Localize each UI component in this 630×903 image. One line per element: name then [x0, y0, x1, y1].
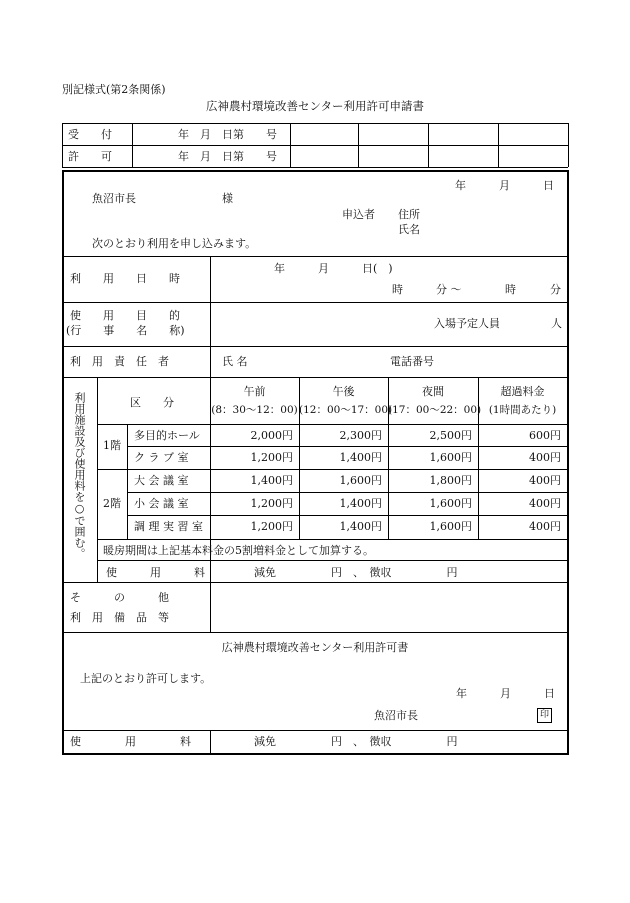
fee-cell: 1,600円: [429, 497, 472, 510]
fee-cell: 400円: [529, 497, 561, 510]
fee-cell: 1,600円: [429, 520, 472, 533]
fee-label: 使 用 料: [106, 566, 205, 579]
fee-cell: 2,500円: [429, 429, 472, 442]
usage-date-label: [70, 273, 204, 284]
document-title: 広神農村環境改善センター利用許可申請書: [205, 99, 425, 113]
room-multipurpose-hall: 多目的ホール: [134, 429, 200, 442]
permit-date: 年 月 日: [456, 687, 555, 700]
applicant-label: 申込者: [342, 208, 375, 221]
col-night-time: (17：00〜22：00): [388, 404, 482, 416]
permission-date: 年 月 日第 号: [178, 150, 277, 163]
facility-side-label: 利用施設及び使用料を○で囲む。: [73, 392, 86, 559]
fee-cell: 600円: [529, 429, 561, 442]
fee-cell: 400円: [529, 474, 561, 487]
floor-1-label: 1階: [103, 439, 121, 452]
fee-cell: 1,600円: [339, 474, 382, 487]
col-afternoon-name: 午後: [332, 385, 355, 398]
fee-cell: 2,300円: [339, 429, 382, 442]
floor-2-label: 2階: [103, 497, 121, 510]
permit-text: 上記のとおり許可します。: [80, 672, 212, 685]
attendees-label: 入場予定人員: [434, 317, 500, 330]
fee-cell: 2,000円: [250, 429, 293, 442]
purpose-label: 使 用 目 的: [70, 309, 180, 322]
time-minute-end: 分: [550, 283, 561, 296]
room-cooking: 調 理 実 習 室: [134, 520, 203, 533]
fee-cell: 1,400円: [339, 451, 382, 464]
col-night-name: 夜間: [422, 385, 444, 398]
fee-cell: 400円: [529, 520, 561, 533]
responsible-name-label: 氏 名: [222, 355, 248, 368]
event-name-label: (行 事 名 称): [66, 324, 185, 337]
room-club-room: ク ラ ブ 室: [134, 451, 189, 464]
address-label: 住所: [398, 208, 420, 221]
time-hour-end: 時: [505, 283, 516, 296]
permit-mayor: 魚沼市長: [374, 709, 418, 722]
fee-cell: 1,800円: [429, 474, 472, 487]
request-text: 次のとおり利用を申し込みます。: [92, 237, 257, 250]
fee-cell: 1,400円: [339, 520, 382, 533]
col-morning-time: (8：30〜12：00): [211, 404, 298, 416]
fee-cell: 1,400円: [250, 474, 293, 487]
form-label: 別記様式(第2条関係): [62, 83, 166, 96]
col-overtime-name: 超過料金: [500, 385, 545, 398]
name-label: 氏名: [398, 223, 420, 236]
permission-label: 許 可: [68, 150, 112, 163]
fee-cell: 1,200円: [250, 451, 293, 464]
time-hour-start: 時: [392, 283, 403, 296]
heating-note: 暖房期間は上記基本料金の5割増料金として加算する。: [103, 544, 374, 557]
category-label: 区 分: [130, 396, 174, 409]
attendees-unit: 人: [551, 317, 562, 330]
col-morning-name: 午前: [243, 385, 266, 398]
usage-date-line: 年 月 日( ): [274, 262, 393, 275]
room-large-meeting: 大 会 議 室: [134, 474, 189, 487]
permit-fee-label: 使 用 料: [70, 735, 191, 748]
permit-title: 広神農村環境改善センター利用許可書: [221, 641, 409, 654]
fee-cell: 1,400円: [339, 497, 382, 510]
time-minute-start: 分 〜: [436, 283, 462, 296]
fee-cell: 1,200円: [250, 520, 293, 533]
col-overtime-time: (1時間あたり): [488, 404, 557, 416]
usage-date-label-text: 利 用 日 時: [70, 272, 180, 285]
fee-cell: 400円: [529, 451, 561, 464]
addressee: 魚沼市長: [92, 192, 136, 205]
other-label: そ の 他: [70, 591, 169, 604]
phone-label: 電話番号: [390, 355, 434, 368]
reception-label: 受 付: [68, 128, 112, 141]
fee-cell: 1,200円: [250, 497, 293, 510]
seal-mark: 印: [537, 708, 552, 723]
reception-date: 年 月 日第 号: [178, 128, 277, 141]
application-date: 年 月 日: [455, 179, 554, 192]
responsible-label: 利 用 責 任 者: [70, 355, 169, 368]
addressee-honorific: 様: [222, 192, 233, 205]
permit-fee-text: 減免 円 、 徴収 円: [254, 735, 458, 748]
room-small-meeting: 小 会 議 室: [134, 497, 189, 510]
equipment-label: 利 用 備 品 等: [70, 611, 169, 624]
fee-text: 減免 円 、 徴収 円: [254, 566, 458, 579]
fee-cell: 1,600円: [429, 451, 472, 464]
col-afternoon-time: (12：00〜17：00): [299, 404, 393, 416]
